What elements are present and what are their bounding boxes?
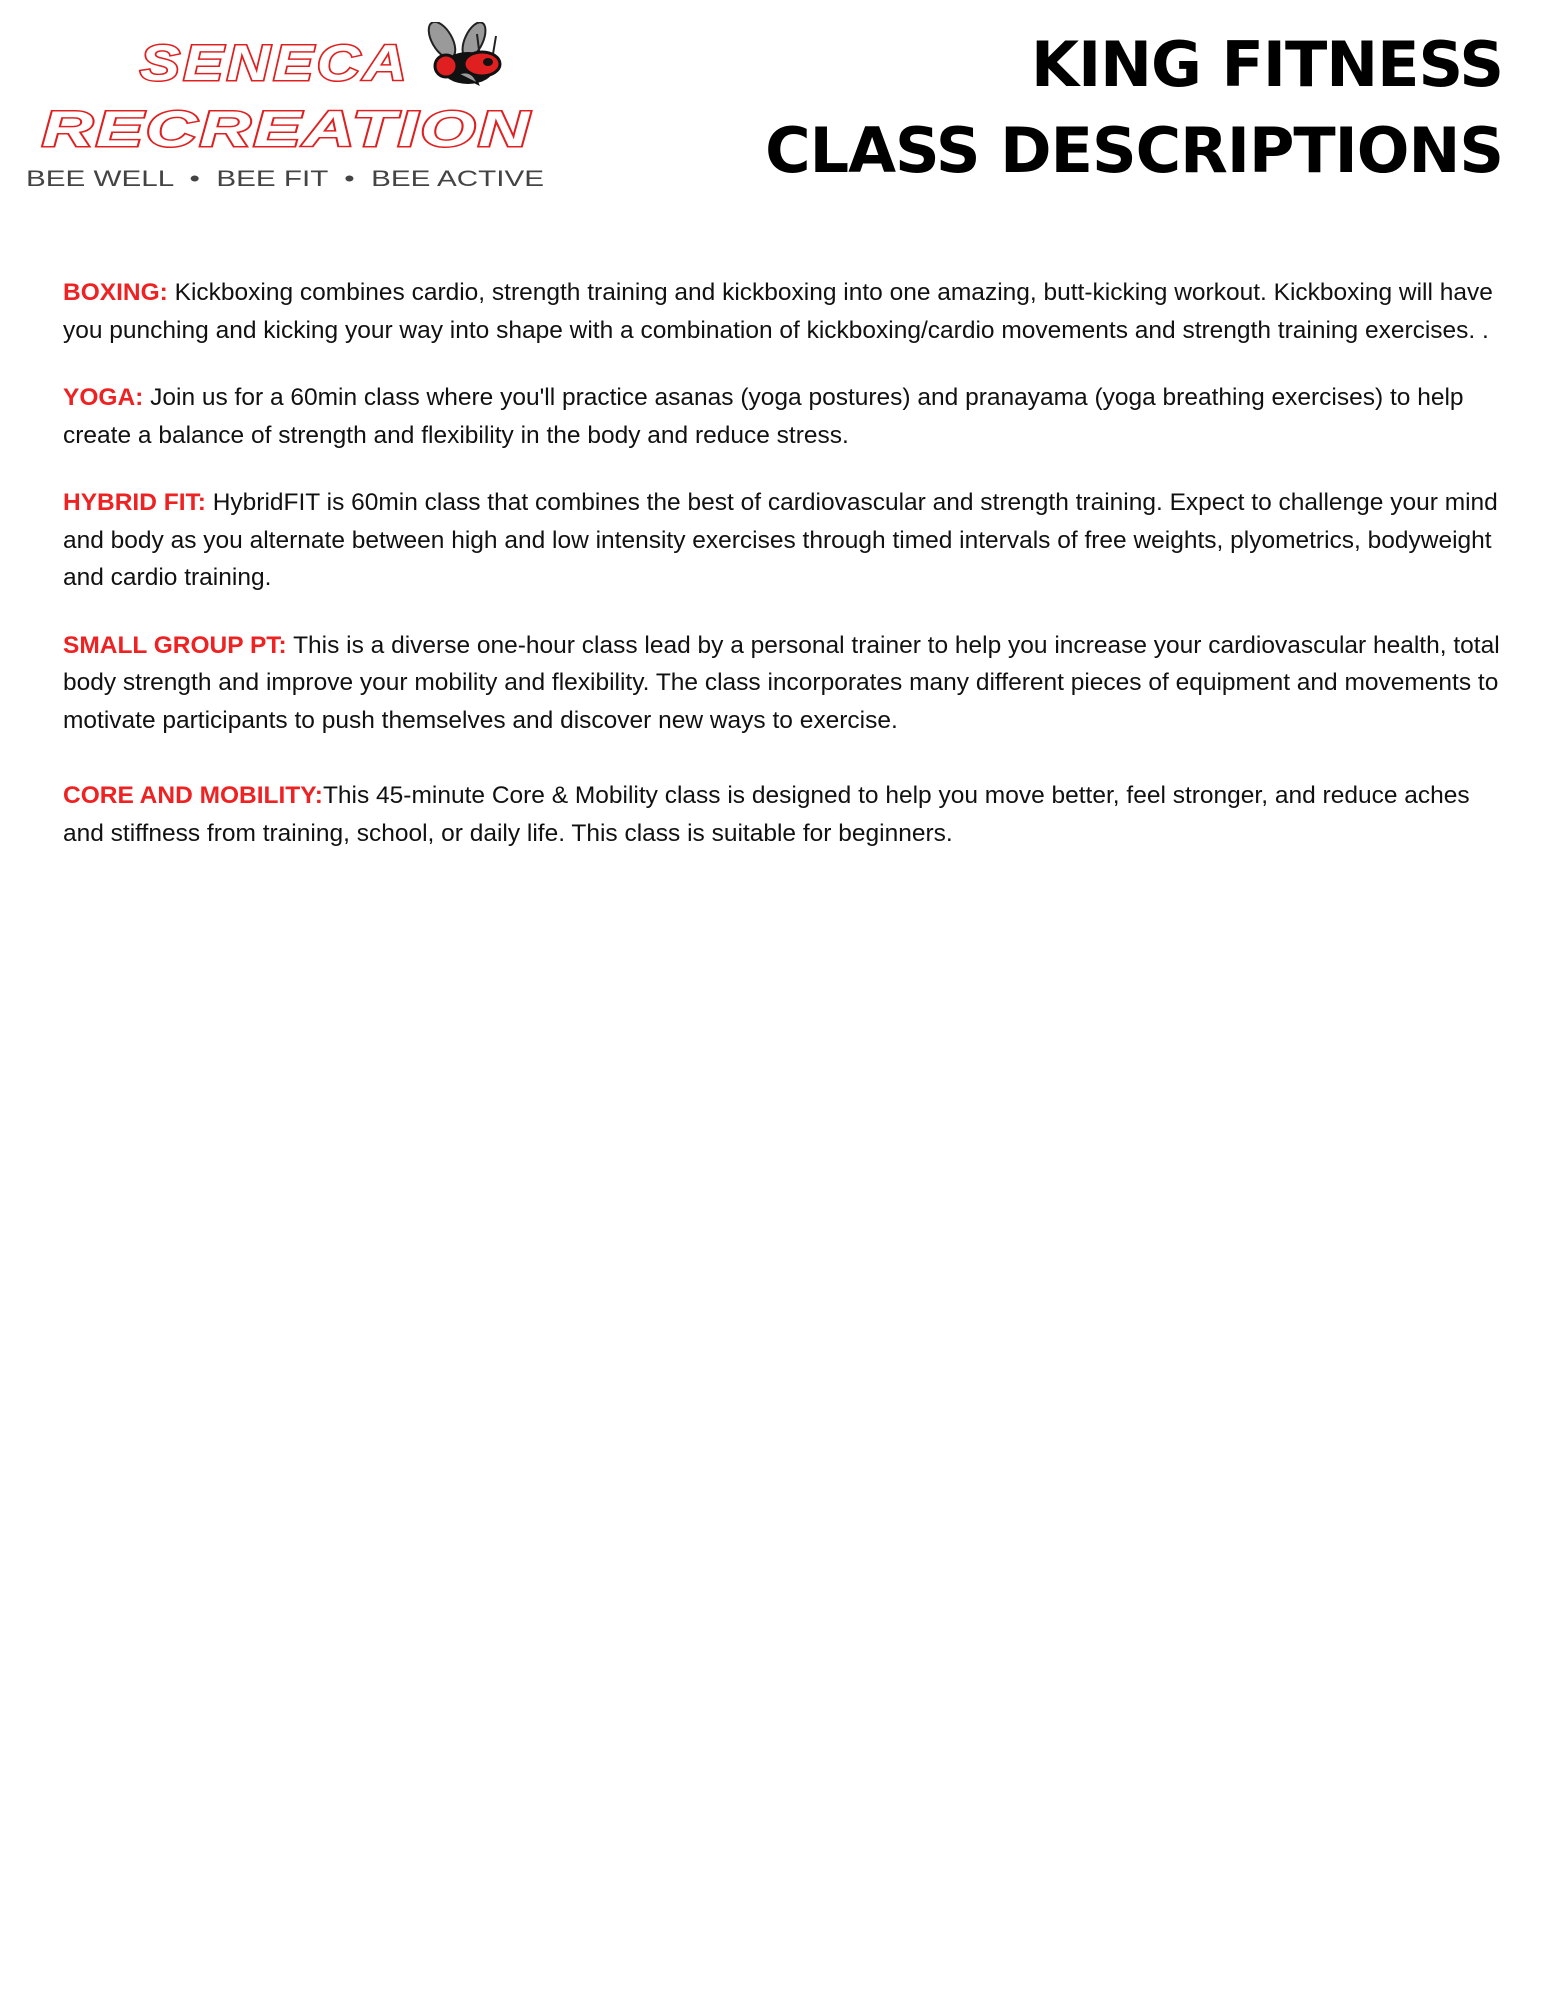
hornet-logo-graphic — [22, 22, 552, 194]
title-line-class-descriptions: CLASS DESCRIPTIONS — [765, 114, 1503, 187]
class-description-boxing — [63, 274, 1503, 349]
class-label: HYBRID FIT: — [63, 489, 206, 516]
class-descriptions — [63, 274, 1503, 882]
class-text: This is a diverse one-hour class lead by a personal trainer to help you increase your cardiovascular health, total body strength and improve your mobility and flexibility. The class incorporates many different pieces of equipment and movements to motivate participants to push themselves and discover new ways to exercise. — [63, 631, 1500, 734]
class-text: HybridFIT is 60min class that combines the best of cardiovascular and strength training. Expect to challenge your mind and body as you alternate between high and low intensity exercises through timed intervals of free weights, plyometrics, bodyweight and cardio training. — [63, 489, 1498, 591]
class-description-hybrid-fit — [63, 484, 1503, 597]
page-title — [765, 22, 1503, 194]
class-label: BOXING: — [63, 279, 168, 306]
seneca-recreation-logo — [22, 22, 552, 194]
class-label: CORE AND MOBILITY: — [63, 782, 323, 809]
class-description-small-group-pt — [63, 627, 1503, 740]
logo-wordmark-seneca: SENECA — [140, 35, 410, 91]
class-text: This 45-minute Core & Mobility class is designed to help you move better, feel stronger, and reduce aches and stiffness from training, school, or daily life. This class is suitable for beginners. — [63, 782, 1470, 847]
logo-tagline: BEE WELL • BEE FIT • BEE ACTIVE — [26, 166, 544, 191]
title-line-king-fitness: KING FITNESS — [1031, 28, 1503, 101]
class-label: SMALL GROUP PT: — [63, 631, 287, 659]
class-text: Join us for a 60min class where you'll practice asanas (yoga postures) and pranayama (yoga breathing exercises) to help create a balance of strength and flexibility in the body and reduce stress. — [63, 384, 1464, 449]
class-description-core-and-mobility — [63, 777, 1503, 852]
class-text: Kickboxing combines cardio, strength training and kickboxing into one amazing, butt-kicking workout. Kickboxing will have you punching and kicking your way into shape with a combination of kickboxing/cardio movements and strength training exercises. . — [63, 279, 1493, 344]
hornet-mascot-icon — [423, 22, 500, 84]
class-description-yoga — [63, 379, 1503, 454]
logo-wordmark-recreation: RECREATION — [42, 101, 532, 157]
class-label: YOGA: — [63, 384, 144, 411]
